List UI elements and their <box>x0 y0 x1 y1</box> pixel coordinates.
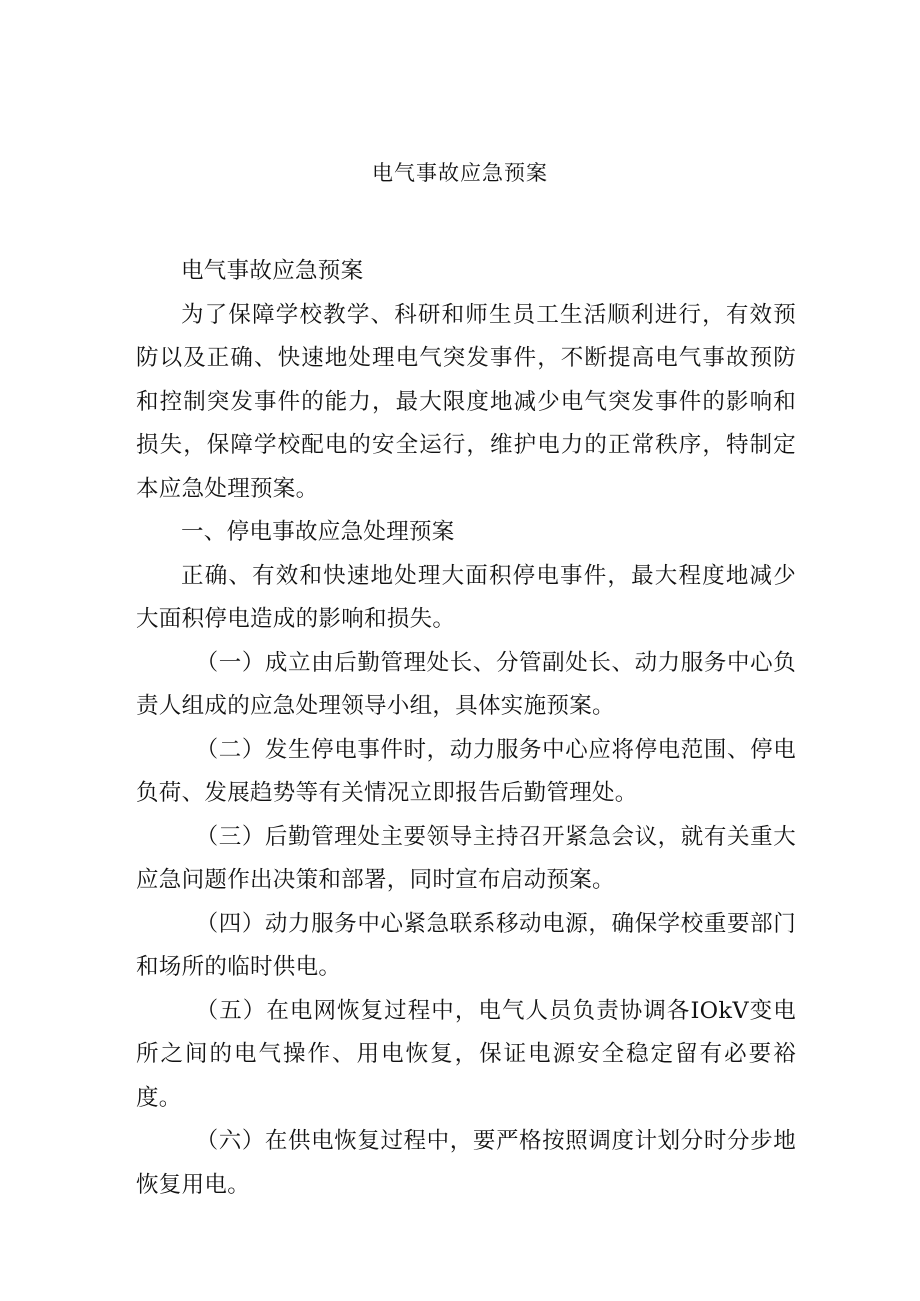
section-heading-power-outage: 一、停电事故应急处理预案 <box>181 519 455 545</box>
list-item-5: （五）在电网恢复过程中，电气人员负责协调各IOkV变电所之间的电气操作、用电恢复，保证电源安全稳定留有必要裕度。 <box>136 997 796 1111</box>
list-item-3: （三）后勤管理处主要领导主持召开紧急会议，就有关重大应急问题作出决策和部署，同时宣布启动预案。 <box>136 823 796 893</box>
paragraph-section-purpose: 正确、有效和快速地处理大面积停电事件，最大程度地减少大面积停电造成的影响和损失。 <box>136 562 796 632</box>
document-title: 电气事故应急预案 <box>372 161 548 185</box>
paragraph-heading: 电气事故应急预案 <box>181 258 364 284</box>
list-item-6: （六）在供电恢复过程中，要严格按照调度计划分时分步地恢复用电。 <box>136 1128 796 1198</box>
list-item-1: （一）成立由后勤管理处长、分管副处长、动力服务中心负责人组成的应急处理领导小组，具体实施预案。 <box>136 649 796 719</box>
paragraph-intro: 为了保障学校教学、科研和师生员工生活顺利进行，有效预防以及正确、快速地处理电气突发事件，不断提高电气事故预防和控制突发事件的能力，最大限度地减少电气突发事件的影响和损失，保障学校配电的安全运行，维护电力的正常秩序，特制定本应急处理预案。 <box>136 301 796 502</box>
document-body <box>136 250 796 1207</box>
list-item-2: （二）发生停电事件时，动力服务中心应将停电范围、停电负荷、发展趋势等有关情况立即报告后勤管理处。 <box>136 736 796 806</box>
list-item-4: （四）动力服务中心紧急联系移动电源，确保学校重要部门和场所的临时供电。 <box>136 910 796 980</box>
